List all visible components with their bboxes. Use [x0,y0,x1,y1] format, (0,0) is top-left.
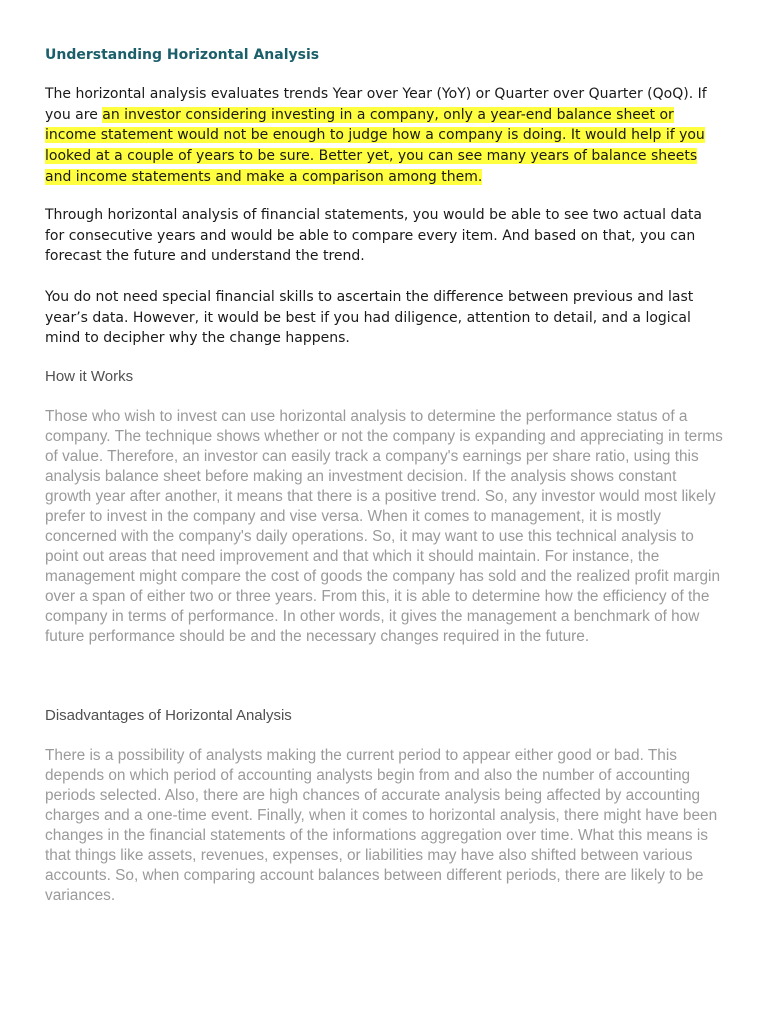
intro-highlighted-text: an investor considering investing in a company, only a year-end balance sheet or income statement would not be enough to judge how a company is doing. It would help if you looked at a couple of years to be sure. Better yet, you can see many years of balance sheets and income statements and make a comparison among them. [45,106,705,185]
intro-paragraph [45,84,725,188]
document-title: Understanding Horizontal Analysis [45,47,320,63]
section-heading-disadvantages: Disadvantages of Horizontal Analysis [45,707,292,724]
disadvantages-body: There is a possibility of analysts making the current period to appear either good or bad. This depends on which period of accounting analysts begin from and also the number of accounting periods selected. Also, there are high chances of accurate analysis being affected by accounting charges and a one-time event. Finally, when it comes to horizontal analysis, there might have been changes in the financial statements of the informations aggregation over time. What this means is that things like assets, revenues, expenses, or liabilities may have also shifted between various accounts. So, when comparing account balances between different periods, there are likely to be variances. [45,747,718,904]
intro-plain-text: The horizontal analysis evaluates trends Year over Year (YoY) or Quarter over Quarter (QoQ). If you are [45,86,707,123]
paragraph-horizontal-analysis-statements: Through horizontal analysis of financial statements, you would be able to see two actual data for consecutive years and would be able to compare every item. And based on that, you can forecast the future and understand the trend. [45,207,702,265]
section-heading-how-it-works: How it Works [45,368,134,385]
how-it-works-body: Those who wish to invest can use horizontal analysis to determine the performance status of a company. The technique shows whether or not the company is expanding and appreciating in terms of value. Therefore, an investor can easily track a company's earnings per share ratio, using this analysis balance sheet before making an investment decision. If the analysis shows constant growth year after another, it means that there is a positive trend. So, any investor would most likely prefer to invest in the company and vise versa. When it comes to management, it is mostly concerned with the company's daily operations. So, it may want to use this technical analysis to point out areas that need improvement and that which it should maintain. For instance, the management might compare the cost of goods the company has sold and the realized profit margin over a span of either two or three years. From this, it is able to determine how the efficiency of the company in terms of performance. In other words, it gives the management a benchmark of how future performance should be and the necessary changes required in the future. [45,408,723,645]
paragraph-no-special-skills: You do not need special financial skills to ascertain the difference between previous and last year’s data. However, it would be best if you had diligence, attention to detail, and a logical mind to decipher why the change happens. [45,289,694,347]
